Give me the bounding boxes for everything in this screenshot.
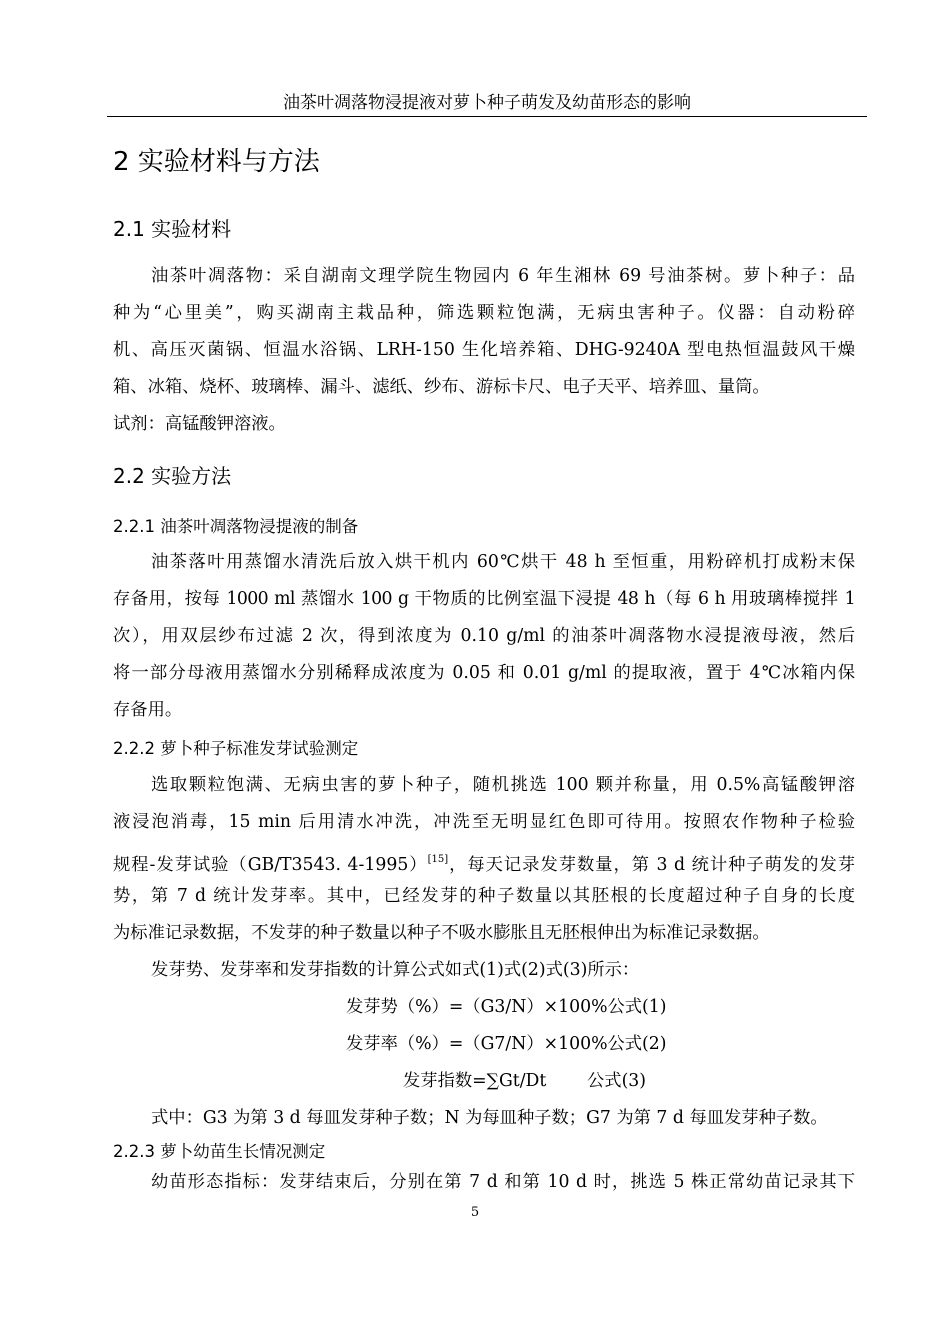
paragraph-line: 将一部分母液用蒸馏水分别稀释成浓度为 0.05 和 0.01 g/ml 的提取液，置于 4℃冰箱内保 bbox=[113, 663, 855, 683]
formula-germination-energy: 发芽势（%）=（G3/N）×100%公式(1) bbox=[346, 997, 667, 1017]
extract-preparation-paragraph bbox=[113, 544, 855, 729]
paragraph-line bbox=[113, 841, 855, 878]
subsubsection-heading-2-2-2: 2.2.2 萝卜种子标准发芽试验测定 bbox=[113, 739, 359, 758]
formula-intro: 发芽势、发芽率和发芽指数的计算公式如式(1)式(2)式(3)所示： bbox=[151, 960, 640, 980]
running-header: 油茶叶凋落物浸提液对萝卜种子萌发及幼苗形态的影响 bbox=[283, 93, 691, 113]
paragraph-line: 机、高压灭菌锅、恒温水浴锅、LRH-150 生化培养箱、DHG-9240A 型电热恒温鼓风干燥 bbox=[113, 340, 855, 360]
formula-germination-rate: 发芽率（%）=（G7/N）×100%公式(2) bbox=[346, 1034, 667, 1054]
materials-paragraph bbox=[113, 258, 855, 443]
subsubsection-heading-2-2-1: 2.2.1 油茶叶凋落物浸提液的制备 bbox=[113, 517, 359, 536]
paragraph-line: 油茶落叶用蒸馏水清洗后放入烘干机内 60℃烘干 48 h 至恒重，用粉碎机打成粉末保 bbox=[151, 552, 855, 572]
paragraph-line: 液浸泡消毒，15 min 后用清水冲洗，冲洗至无明显红色即可待用。按照农作物种子检验 bbox=[113, 812, 855, 832]
paragraph-line: 选取颗粒饱满、无病虫害的萝卜种子，随机挑选 100 颗并称量，用 0.5%高锰酸钾溶 bbox=[151, 775, 855, 795]
page-number: 5 bbox=[470, 1205, 480, 1220]
paragraph-line: 次），用双层纱布过滤 2 次，得到浓度为 0.10 g/ml 的油茶叶凋落物水浸提液母液，然后 bbox=[113, 626, 855, 646]
formula-germination-index: 发芽指数=∑Gt/Dt bbox=[403, 1071, 547, 1091]
paragraph-line: 存备用，按每 1000 ml 蒸馏水 100 g 干物质的比例室温下浸提 48 h（每 6 h 用玻璃棒搅拌 1 bbox=[113, 589, 855, 609]
paragraph-line: 存备用。 bbox=[113, 700, 183, 720]
formula-legend bbox=[113, 1100, 855, 1137]
paragraph-line: 为标准记录数据，不发芽的种子数量以种子不吸水膨胀且无胚根伸出为标准记录数据。 bbox=[113, 923, 770, 943]
paragraph-line: 油茶叶凋落物：采自湖南文理学院生物园内 6 年生湘林 69 号油茶树。萝卜种子：品 bbox=[151, 266, 855, 286]
subsection-heading-2-2: 2.2 实验方法 bbox=[113, 464, 232, 488]
formula-label-3: 公式(3) bbox=[587, 1071, 647, 1091]
subsection-heading-2-1: 2.1 实验材料 bbox=[113, 217, 232, 241]
seedling-growth-paragraph bbox=[113, 1164, 855, 1201]
paragraph-line: 种为“心里美”，购买湖南主栽品种，筛选颗粒饱满，无病虫害种子。仪器：自动粉碎 bbox=[113, 303, 855, 323]
paragraph-line: 势，第 7 d 统计发芽率。其中，已经发芽的种子数量以其胚根的长度超过种子自身的长度 bbox=[113, 886, 855, 906]
header-rule bbox=[107, 116, 867, 117]
subsubsection-heading-2-2-3: 2.2.3 萝卜幼苗生长情况测定 bbox=[113, 1142, 326, 1161]
paragraph-line: 式中：G3 为第 3 d 每皿发芽种子数；N 为每皿种子数；G7 为第 7 d 每皿发芽种子数。 bbox=[151, 1108, 828, 1128]
standard-citation: 规程-发芽试验（GB/T3543. 4-1995） bbox=[113, 855, 428, 875]
section-heading: 2 实验材料与方法 bbox=[113, 147, 320, 177]
reference-marker: [15] bbox=[427, 854, 449, 865]
paragraph-line: 试剂：高锰酸钾溶液。 bbox=[113, 414, 286, 434]
paragraph-line: 幼苗形态指标：发芽结束后，分别在第 7 d 和第 10 d 时，挑选 5 株正常幼苗记录其下 bbox=[151, 1172, 855, 1192]
line-continuation: ，每天记录发芽数量，第 3 d 统计种子萌发的发芽 bbox=[448, 855, 855, 875]
germination-test-paragraph bbox=[113, 767, 855, 989]
paragraph-line: 箱、冰箱、烧杯、玻璃棒、漏斗、滤纸、纱布、游标卡尺、电子天平、培养皿、量筒。 bbox=[113, 377, 770, 397]
